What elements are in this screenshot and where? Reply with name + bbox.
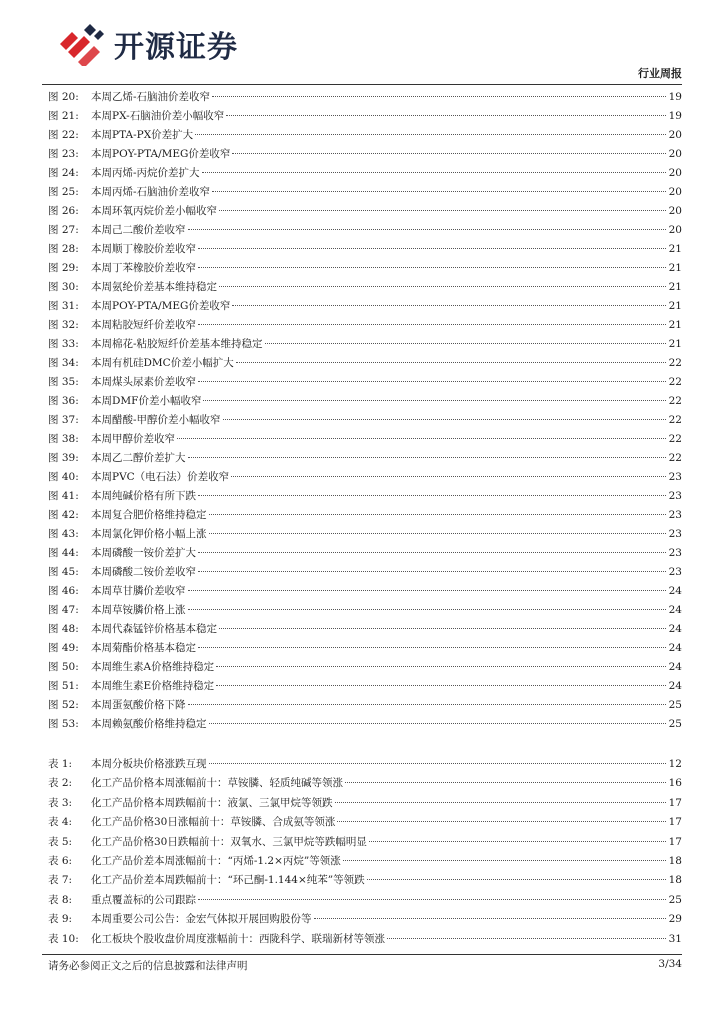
dot-leader xyxy=(198,248,666,249)
table-entry-label: 表 3: xyxy=(48,796,73,809)
table-entry-title: 化工产品价格30日涨幅前十：草铵膦、合成氨等领涨 xyxy=(91,816,336,829)
table-entry-page: 25 xyxy=(668,893,682,906)
dot-leader xyxy=(226,115,666,116)
figure-entry-page: 21 xyxy=(668,281,682,293)
figure-entry-label: 图 28: xyxy=(48,243,79,255)
figure-entry[interactable] xyxy=(48,260,682,279)
table-entry-page: 29 xyxy=(668,913,682,926)
figure-entry[interactable] xyxy=(48,640,682,659)
figure-entry-page: 20 xyxy=(668,129,682,141)
figure-entry-label: 图 36: xyxy=(48,395,79,407)
figure-entry-page: 24 xyxy=(668,585,682,597)
figure-entry-title: 本周草铵膦价格上涨 xyxy=(91,604,186,616)
figure-entry[interactable] xyxy=(48,431,682,450)
dot-leader xyxy=(188,704,667,705)
dot-leader xyxy=(198,267,666,268)
dot-leader xyxy=(216,685,666,686)
figure-entry[interactable] xyxy=(48,545,682,564)
table-entry[interactable] xyxy=(48,853,682,872)
figure-entry[interactable] xyxy=(48,488,682,507)
figure-entry-title: 本周氯化钾价格小幅上涨 xyxy=(91,528,207,540)
dot-leader xyxy=(212,191,666,192)
figure-entry-page: 22 xyxy=(668,433,682,445)
table-entry-title: 重点覆盖标的公司跟踪 xyxy=(91,893,196,906)
figure-entry-label: 图 29: xyxy=(48,262,79,274)
table-entry[interactable] xyxy=(48,872,682,891)
figure-entry-title: 本周丙烯-石脑油价差收窄 xyxy=(91,186,211,198)
table-entry-page: 17 xyxy=(668,796,682,809)
figure-entry-title: 本周菊酯价格基本稳定 xyxy=(91,642,196,654)
figure-entry-label: 图 22: xyxy=(48,129,79,141)
table-entry-page: 18 xyxy=(668,874,682,887)
figure-entry-label: 图 47: xyxy=(48,604,79,616)
figure-entry-label: 图 45: xyxy=(48,566,79,578)
brand-name: 开源证券 xyxy=(114,30,238,65)
report-type-label: 行业周报 xyxy=(638,67,682,80)
table-entry-label: 表 1: xyxy=(48,758,73,770)
figure-entry-title: 本周磷酸一铵价差扩大 xyxy=(91,547,196,559)
figure-entry-page: 23 xyxy=(668,547,682,559)
figure-entry[interactable] xyxy=(48,203,682,222)
figure-entry-label: 图 41: xyxy=(48,490,79,502)
figure-entry-label: 图 21: xyxy=(48,110,79,122)
table-entry-page: 17 xyxy=(668,816,682,829)
dot-leader xyxy=(203,400,666,401)
figure-entry[interactable] xyxy=(48,241,682,260)
figure-entry[interactable] xyxy=(48,374,682,393)
figure-entry-title: 本周丁苯橡胶价差收窄 xyxy=(91,262,196,274)
dot-leader xyxy=(236,362,666,363)
figure-entry-title: 本周乙烯-石脑油价差收窄 xyxy=(91,91,211,103)
dot-leader xyxy=(209,763,667,764)
table-entry-label: 表 7: xyxy=(48,874,73,887)
figure-entry-label: 图 31: xyxy=(48,300,79,312)
figure-entry[interactable] xyxy=(48,602,682,621)
figure-entry-label: 图 42: xyxy=(48,509,79,521)
brand-logo-icon xyxy=(56,22,104,66)
table-entry-label: 表 2: xyxy=(48,777,73,790)
figure-entry-title: 本周赖氨酸价格维持稳定 xyxy=(91,718,207,730)
figure-entry-page: 24 xyxy=(668,661,682,673)
dot-leader xyxy=(345,782,666,783)
figure-entry[interactable] xyxy=(48,317,682,336)
dot-leader xyxy=(188,590,667,591)
dot-leader xyxy=(369,841,666,842)
company-logo xyxy=(56,22,238,66)
figure-entry-title: 本周草甘膦价差收窄 xyxy=(91,585,186,597)
figure-entry-page: 25 xyxy=(668,699,682,711)
table-entry-title: 化工产品价差本周涨幅前十：“丙烯-1.2×丙烷”等领涨 xyxy=(91,854,341,867)
footer-divider xyxy=(42,954,682,955)
table-entry-label: 表 5: xyxy=(48,835,73,848)
figure-entry[interactable] xyxy=(48,298,682,317)
dot-leader xyxy=(232,153,666,154)
figure-entry-page: 20 xyxy=(668,167,682,179)
dot-leader xyxy=(343,860,666,861)
figure-entry-title: 本周维生素E价格维持稳定 xyxy=(91,680,215,692)
figure-entry-title: 本周环氧丙烷价差小幅收窄 xyxy=(91,205,217,217)
figure-entry-label: 图 43: xyxy=(48,528,79,540)
figure-entry-page: 24 xyxy=(668,623,682,635)
page-number: 3/34 xyxy=(658,958,682,970)
figure-entry-page: 23 xyxy=(668,566,682,578)
disclaimer-note: 请务必参阅正文之后的信息披露和法律声明 xyxy=(48,960,248,972)
figure-entry-title: 本周己二酸价差收窄 xyxy=(91,224,186,236)
dot-leader xyxy=(212,96,666,97)
figure-entry-label: 图 39: xyxy=(48,452,79,464)
dot-leader xyxy=(209,723,667,724)
figure-entry[interactable] xyxy=(48,336,682,355)
figure-entry-label: 图 35: xyxy=(48,376,79,388)
figure-entry[interactable] xyxy=(48,279,682,298)
figure-entry-page: 21 xyxy=(668,243,682,255)
figure-entry-title: 本周粘胶短纤价差收窄 xyxy=(91,319,196,331)
dot-leader xyxy=(202,172,666,173)
figure-entry[interactable] xyxy=(48,507,682,526)
figure-entry[interactable] xyxy=(48,146,682,165)
figure-entry-page: 25 xyxy=(668,718,682,730)
figure-entry-page: 22 xyxy=(668,376,682,388)
figure-entry[interactable] xyxy=(48,127,682,146)
dot-leader xyxy=(188,229,667,230)
figure-entry[interactable] xyxy=(48,621,682,640)
table-entry[interactable] xyxy=(48,775,682,794)
table-entry[interactable] xyxy=(48,931,682,950)
header-divider xyxy=(42,84,682,85)
figure-entry-page: 24 xyxy=(668,680,682,692)
dot-leader xyxy=(198,381,666,382)
dot-leader xyxy=(209,514,667,515)
table-entry-title: 化工板块个股收盘价周度涨幅前十：西陇科学、联瑞新材等领涨 xyxy=(91,932,385,945)
figure-entry-page: 23 xyxy=(668,490,682,502)
dot-leader xyxy=(198,571,666,572)
table-entry-label: 表 9: xyxy=(48,913,73,926)
figure-entry-page: 23 xyxy=(668,471,682,483)
figure-entry-label: 图 34: xyxy=(48,357,79,369)
dot-leader xyxy=(216,666,666,667)
figure-entry-label: 图 46: xyxy=(48,585,79,597)
table-entry[interactable] xyxy=(48,814,682,833)
figure-entry-title: 本周蛋氨酸价格下降 xyxy=(91,699,186,711)
dot-leader xyxy=(367,879,666,880)
figure-entry-page: 22 xyxy=(668,395,682,407)
dot-leader xyxy=(265,343,666,344)
dot-leader xyxy=(198,899,666,900)
figure-entry-label: 图 53: xyxy=(48,718,79,730)
figure-entry-title: 本周乙二醇价差扩大 xyxy=(91,452,186,464)
figure-entry-title: 本周PTA-PX价差扩大 xyxy=(91,129,194,141)
figure-entry[interactable] xyxy=(48,393,682,412)
figure-entry-page: 20 xyxy=(668,224,682,236)
table-entry[interactable] xyxy=(48,834,682,853)
figure-entry-label: 图 48: xyxy=(48,623,79,635)
dot-leader xyxy=(198,552,666,553)
figure-entry-label: 图 26: xyxy=(48,205,79,217)
figure-entry-title: 本周PX-石脑油价差小幅收窄 xyxy=(91,110,225,122)
figure-entry-page: 24 xyxy=(668,604,682,616)
figure-entry-title: 本周复合肥价格维持稳定 xyxy=(91,509,207,521)
dot-leader xyxy=(219,210,666,211)
figure-entry-title: 本周POY-PTA/MEG价差收窄 xyxy=(91,300,231,312)
figure-entry[interactable] xyxy=(48,222,682,241)
figure-entry-page: 22 xyxy=(668,452,682,464)
figure-entry-title: 本周顺丁橡胶价差收窄 xyxy=(91,243,196,255)
figure-entry-page: 21 xyxy=(668,262,682,274)
figure-entry-label: 图 49: xyxy=(48,642,79,654)
figure-entry-label: 图 30: xyxy=(48,281,79,293)
dot-leader xyxy=(177,438,666,439)
table-entry-label: 表 8: xyxy=(48,893,73,906)
figure-entry[interactable] xyxy=(48,583,682,602)
figure-entry[interactable] xyxy=(48,355,682,374)
figure-entry[interactable] xyxy=(48,659,682,678)
figure-entry-page: 20 xyxy=(668,205,682,217)
figure-entry-title: 本周PVC（电石法）价差收窄 xyxy=(91,471,230,483)
table-entry[interactable] xyxy=(48,892,682,911)
table-entry-label: 表 6: xyxy=(48,854,73,867)
dot-leader xyxy=(198,647,666,648)
figure-entry-title: 本周醋酸-甲醇价差小幅收窄 xyxy=(91,414,221,426)
figure-entry-title: 本周氨纶价差基本维持稳定 xyxy=(91,281,217,293)
figure-entry[interactable] xyxy=(48,165,682,184)
figure-entry-page: 22 xyxy=(668,414,682,426)
table-entry-page: 31 xyxy=(668,932,682,945)
figure-entry-label: 图 27: xyxy=(48,224,79,236)
figure-entry-label: 图 20: xyxy=(48,91,79,103)
dot-leader xyxy=(335,802,667,803)
figure-entry-page: 22 xyxy=(668,357,682,369)
table-entry-title: 化工产品价格30日跌幅前十：双氧水、三氯甲烷等跌幅明显 xyxy=(91,835,367,848)
figure-entry-label: 图 33: xyxy=(48,338,79,350)
figure-entry-label: 图 37: xyxy=(48,414,79,426)
figure-entry-title: 本周纯碱价格有所下跌 xyxy=(91,490,196,502)
table-entry[interactable] xyxy=(48,756,682,775)
figure-entry-page: 21 xyxy=(668,338,682,350)
figure-entry-label: 图 25: xyxy=(48,186,79,198)
figure-entry[interactable] xyxy=(48,526,682,545)
dot-leader xyxy=(188,457,667,458)
figure-entry-page: 20 xyxy=(668,186,682,198)
table-entry[interactable] xyxy=(48,795,682,814)
figure-entry[interactable] xyxy=(48,564,682,583)
figure-entry-page: 24 xyxy=(668,642,682,654)
table-entry-label: 表 4: xyxy=(48,816,73,829)
dot-leader xyxy=(219,628,666,629)
dot-leader xyxy=(198,495,666,496)
table-index-list xyxy=(48,756,682,950)
dot-leader xyxy=(232,305,666,306)
dot-leader xyxy=(231,476,666,477)
figure-entry-page: 21 xyxy=(668,300,682,312)
figure-entry-label: 图 52: xyxy=(48,699,79,711)
table-entry-page: 16 xyxy=(668,777,682,790)
figure-entry-page: 19 xyxy=(668,91,682,103)
figure-entry-title: 本周维生素A价格维持稳定 xyxy=(91,661,215,673)
table-entry-title: 化工产品价格本周涨幅前十：草铵膦、轻质纯碱等领涨 xyxy=(91,777,343,790)
dot-leader xyxy=(195,134,666,135)
dot-leader xyxy=(223,419,666,420)
figure-entry[interactable] xyxy=(48,108,682,127)
figure-entry-page: 23 xyxy=(668,528,682,540)
figure-entry-page: 19 xyxy=(668,110,682,122)
dot-leader xyxy=(209,533,667,534)
dot-leader xyxy=(337,821,666,822)
dot-leader xyxy=(188,609,667,610)
table-entry-title: 化工产品价格本周跌幅前十：液氯、三氯甲烷等领跌 xyxy=(91,796,333,809)
figure-entry-label: 图 23: xyxy=(48,148,79,160)
figure-entry-title: 本周DMF价差小幅收窄 xyxy=(91,395,202,407)
figure-entry-title: 本周POY-PTA/MEG价差收窄 xyxy=(91,148,231,160)
figure-entry-title: 本周磷酸二铵价差收窄 xyxy=(91,566,196,578)
figure-entry-title: 本周丙烯-丙烷价差扩大 xyxy=(91,167,200,179)
dot-leader xyxy=(219,286,666,287)
table-entry-page: 12 xyxy=(668,758,682,770)
table-entry[interactable] xyxy=(48,911,682,930)
figure-entry-page: 20 xyxy=(668,148,682,160)
table-entry-title: 本周分板块价格涨跌互现 xyxy=(91,758,207,770)
figure-entry[interactable] xyxy=(48,469,682,488)
figure-index-list xyxy=(48,89,682,735)
figure-entry-label: 图 51: xyxy=(48,680,79,692)
figure-entry[interactable] xyxy=(48,412,682,431)
dot-leader xyxy=(198,324,666,325)
table-entry-label: 表 10: xyxy=(48,932,79,945)
figure-entry[interactable] xyxy=(48,89,682,108)
figure-entry-label: 图 24: xyxy=(48,167,79,179)
figure-entry[interactable] xyxy=(48,697,682,716)
table-entry-page: 17 xyxy=(668,835,682,848)
figure-entry-label: 图 38: xyxy=(48,433,79,445)
figure-entry-label: 图 32: xyxy=(48,319,79,331)
figure-entry-page: 21 xyxy=(668,319,682,331)
figure-entry-title: 本周煤头尿素价差收窄 xyxy=(91,376,196,388)
table-entry-title: 化工产品价差本周跌幅前十：“环己酮-1.144×纯苯”等领跌 xyxy=(91,874,365,887)
table-entry-title: 本周重要公司公告：金宏气体拟开展回购股份等 xyxy=(91,913,312,926)
figure-entry-title: 本周代森锰锌价格基本稳定 xyxy=(91,623,217,635)
figure-entry[interactable] xyxy=(48,450,682,469)
figure-entry[interactable] xyxy=(48,678,682,697)
figure-entry-label: 图 40: xyxy=(48,471,79,483)
figure-entry-page: 23 xyxy=(668,509,682,521)
dot-leader xyxy=(314,918,667,919)
table-entry-page: 18 xyxy=(668,854,682,867)
figure-entry-label: 图 44: xyxy=(48,547,79,559)
figure-entry-label: 图 50: xyxy=(48,661,79,673)
figure-entry-title: 本周有机硅DMC价差小幅扩大 xyxy=(91,357,234,369)
figure-entry-title: 本周甲醇价差收窄 xyxy=(91,433,175,445)
figure-entry[interactable] xyxy=(48,716,682,735)
figure-entry[interactable] xyxy=(48,184,682,203)
dot-leader xyxy=(387,938,666,939)
figure-entry-title: 本周棉花-粘胶短纤价差基本维持稳定 xyxy=(91,338,263,350)
